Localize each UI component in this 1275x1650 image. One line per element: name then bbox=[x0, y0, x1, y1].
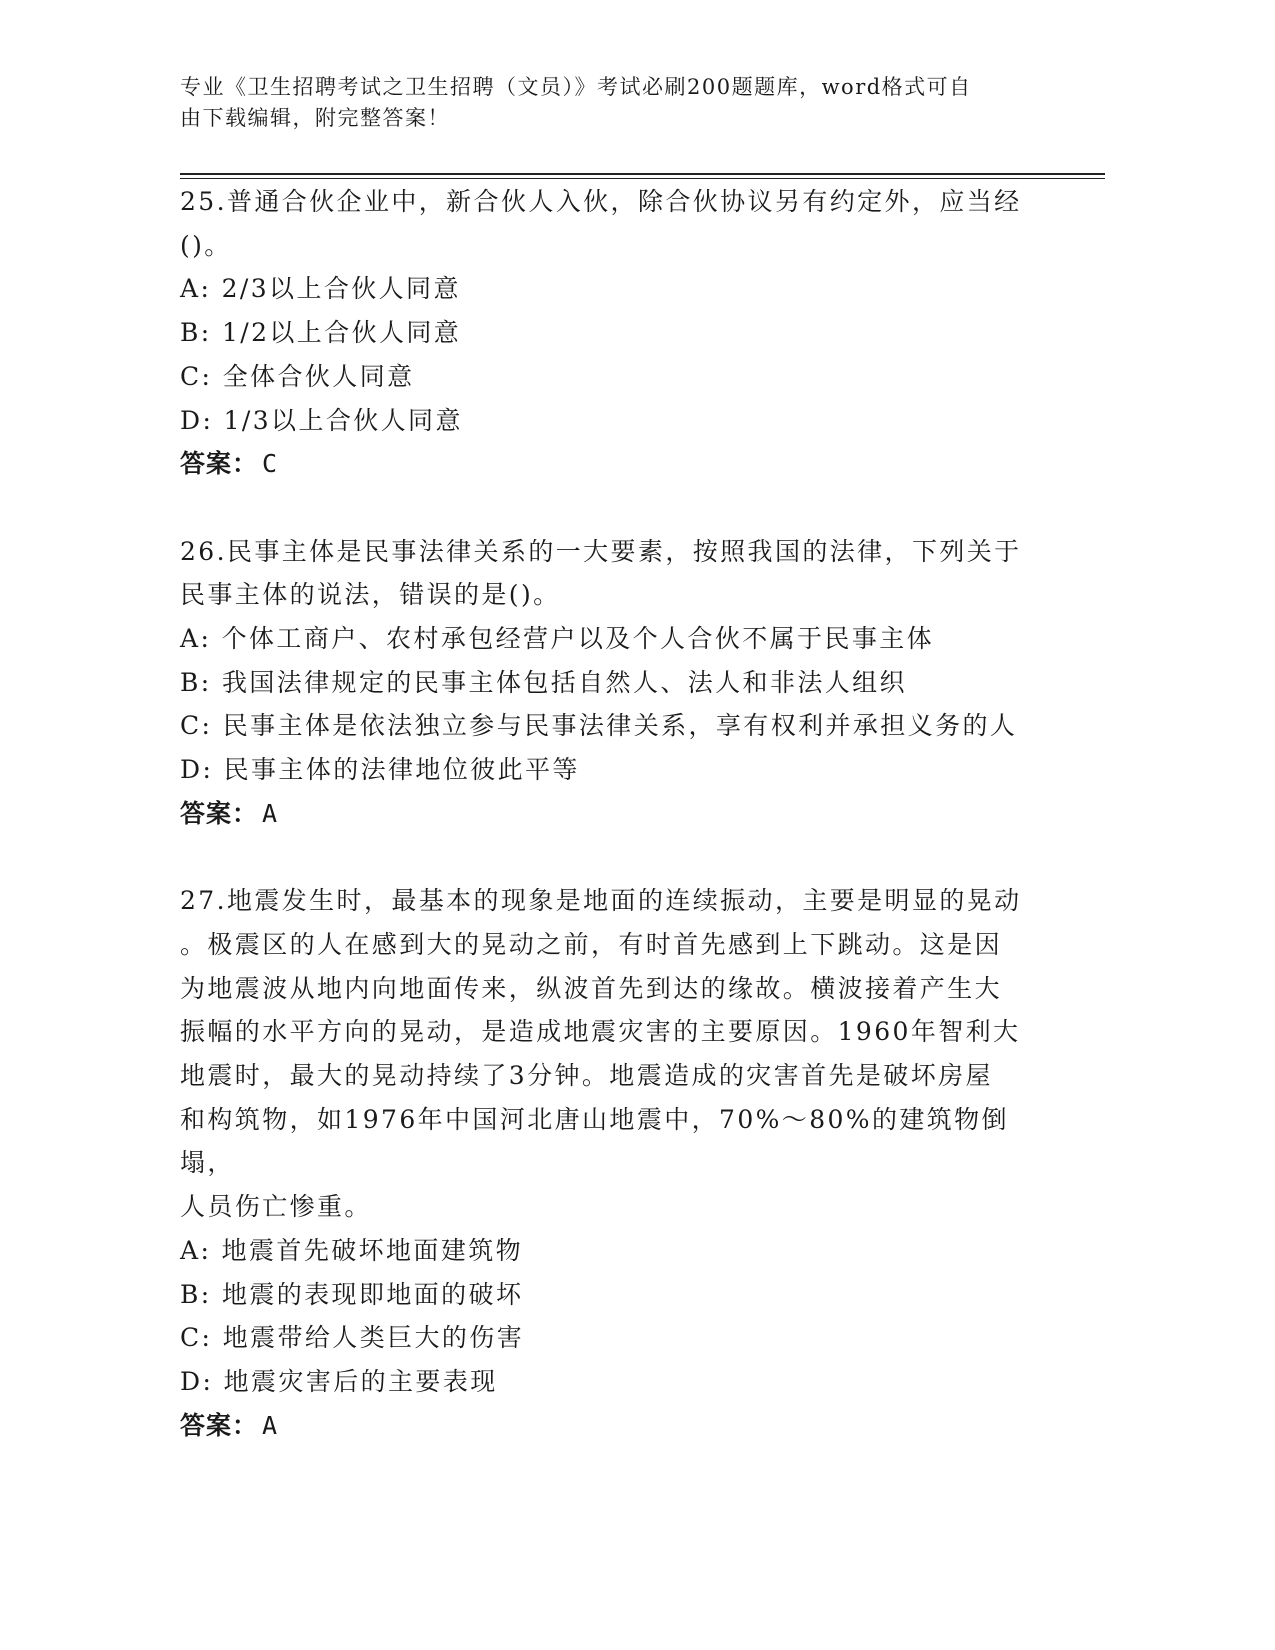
option-c: C: 地震带给人类巨大的伤害 bbox=[180, 1323, 525, 1353]
header-line-1: 专业《卫生招聘考试之卫生招聘（文员）》考试必刷200题题库，word格式可自 bbox=[180, 75, 972, 99]
question-spacer bbox=[180, 486, 1050, 530]
document-header bbox=[180, 72, 1060, 134]
option-d: D: 地震灾害后的主要表现 bbox=[180, 1366, 498, 1396]
option-a: A: 2/3以上合伙人同意 bbox=[180, 274, 461, 304]
answer-line bbox=[180, 1404, 1050, 1448]
option-d: D: 民事主体的法律地位彼此平等 bbox=[180, 755, 580, 785]
question-text-line: 26.民事主体是民事法律关系的一大要素，按照我国的法律，下列关于 bbox=[180, 536, 1022, 566]
question-text-line: 27.地震发生时，最基本的现象是地面的连续振动，主要是明显的晃动 bbox=[180, 886, 1022, 916]
answer-label: 答案： bbox=[180, 449, 259, 479]
answer-value: A bbox=[262, 1410, 280, 1440]
answer-label: 答案： bbox=[180, 798, 259, 828]
question-text-line: 民事主体的说法，错误的是()。 bbox=[180, 580, 561, 610]
answer-label: 答案： bbox=[180, 1410, 259, 1440]
question-list bbox=[180, 180, 1050, 1447]
option-c: C: 全体合伙人同意 bbox=[180, 361, 415, 391]
option-a: A: 个体工商户、农村承包经营户以及个人合伙不属于民事主体 bbox=[180, 624, 935, 654]
answer-line bbox=[180, 792, 1050, 836]
header-divider-thin bbox=[180, 178, 1105, 179]
question-text-line: 振幅的水平方向的晃动，是造成地震灾害的主要原因。1960年智利大 bbox=[180, 1017, 1021, 1047]
option-c: C: 民事主体是依法独立参与民事法律关系，享有权利并承担义务的人 bbox=[180, 711, 1018, 741]
header-divider bbox=[180, 173, 1105, 175]
question-text-line: 和构筑物，如1976年中国河北唐山地震中，70%～80%的建筑物倒塌， bbox=[180, 1104, 1009, 1178]
question-text-line: 。极震区的人在感到大的晃动之前，有时首先感到上下跳动。这是因 bbox=[180, 929, 1003, 959]
question-text-line: ()。 bbox=[180, 230, 232, 260]
option-d: D: 1/3以上合伙人同意 bbox=[180, 405, 463, 435]
answer-line bbox=[180, 442, 1050, 486]
header-line-2: 由下载编辑，附完整答案！ bbox=[180, 106, 450, 130]
option-b: B: 地震的表现即地面的破坏 bbox=[180, 1279, 524, 1309]
option-b: B: 我国法律规定的民事主体包括自然人、法人和非法人组织 bbox=[180, 667, 907, 697]
question-text-line: 人员伤亡惨重。 bbox=[180, 1192, 372, 1222]
question-27 bbox=[180, 879, 1050, 1447]
question-25 bbox=[180, 180, 1050, 486]
answer-value: C bbox=[262, 449, 280, 479]
question-text-line: 25.普通合伙企业中，新合伙人入伙，除合伙协议另有约定外，应当经 bbox=[180, 187, 1022, 216]
question-spacer bbox=[180, 836, 1050, 880]
option-b: B: 1/2以上合伙人同意 bbox=[180, 318, 462, 348]
option-a: A: 地震首先破坏地面建筑物 bbox=[180, 1235, 524, 1265]
question-26 bbox=[180, 530, 1050, 836]
answer-value: A bbox=[262, 798, 280, 828]
question-text-line: 为地震波从地内向地面传来，纵波首先到达的缘故。横波接着产生大 bbox=[180, 973, 1003, 1003]
question-text-line: 地震时，最大的晃动持续了3分钟。地震造成的灾害首先是破坏房屋 bbox=[180, 1061, 993, 1091]
